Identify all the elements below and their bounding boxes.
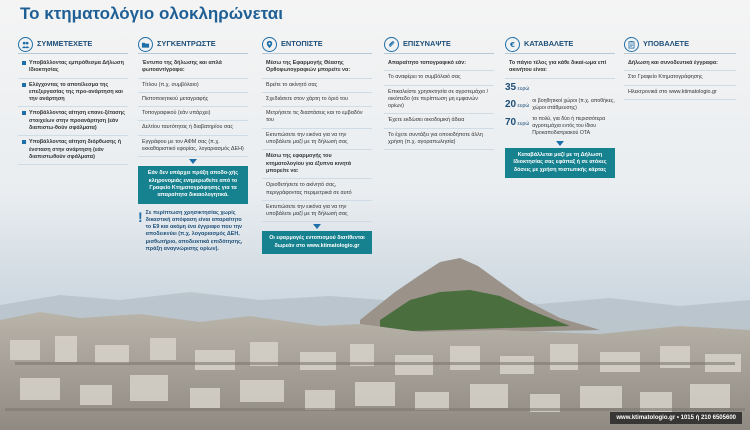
- column-header: € ΚΑΤΑΒΑΛΕΤΕ: [505, 36, 615, 52]
- list-item: Πιστοποιητικού μεταγραφής: [138, 93, 248, 107]
- list-item: Σχεδιάσετε στον χάρτη το όριό του: [262, 93, 372, 107]
- list-item: Δελτίου ταυτότητας ή διαβατηρίου σας: [138, 121, 248, 135]
- paperclip-icon: [384, 37, 399, 52]
- list-item: Το αναφέρει το συμβόλαιό σας: [384, 71, 494, 85]
- list-item: Εκτυπώσετε την εικόνα για να την υποβάλετε μαζί με τη δήλωσή σας: [262, 201, 372, 223]
- column-episynapste: [384, 36, 494, 150]
- column-ypovalete: [624, 36, 736, 100]
- column-katavalete: [505, 36, 615, 178]
- column-header: ΣΥΓΚΕΝΤΡΩΣΤΕ: [138, 36, 248, 52]
- price-item: 20 ευρώ οι βοηθητικοί χώροι (π.χ. αποθήκες, χώροι στάθμευσης): [505, 98, 615, 112]
- list-item: Βρείτε το ακίνητό σας: [262, 79, 372, 93]
- note-box: Καταβάλλεται μαζί με τη Δήλωση Ιδιοκτησίας σας εφάπαξ ή σε ατόκες δόσεις με χρήση πιστωτικής κάρτας: [505, 148, 615, 178]
- list-item: Τοπογραφικού (εάν υπάρχει): [138, 107, 248, 121]
- note-box: Οι εφαρμογές εντοπισμού διατίθενται δωρεάν στο www.ktimatologio.gr: [262, 231, 372, 254]
- warning-block: [138, 210, 248, 254]
- list-item: Υποβάλλοντας εμπρόθεσμα Δήλωση Ιδιοκτησίας: [18, 57, 128, 79]
- folder-icon: [138, 37, 153, 52]
- column-header: ΕΠΙΣΥΝΑΨΤΕ: [384, 36, 494, 52]
- list-item: Εγγράφου με τον ΑΦΜ σας (π.χ. εκκαθαριστικό εφορίας, λογαριασμός ΔΕΗ): [138, 136, 248, 158]
- down-arrow-icon: [313, 224, 321, 229]
- note-box: Εάν δεν υπάρχει πράξη αποδο-χής κληρονομιάς ενημερωθείτε από το Γραφείο Κτηματογράφησης για τα απαραίτητα δικαιολογητικά.: [138, 166, 248, 203]
- list-item: Υποβάλλοντας αίτηση διόρθωσης ή ένσταση στην ανάρτηση (εάν διαπιστωθούν σφάλματα): [18, 136, 128, 165]
- price-item: 70 ευρώ το πολύ, για δύο ή περισσότερα αγροτεμάχια εντός του ίδιου Προκαποδιστριακού ΟΤΑ: [505, 116, 606, 137]
- page-title: Το κτηματολόγιο ολοκληρώνεται: [20, 4, 283, 23]
- column-entopiste: [262, 36, 372, 254]
- column-header: ΥΠΟΒΑΛΕΤΕ: [624, 36, 736, 52]
- list-item: Ηλεκτρονικά στο www.ktimatologio.gr: [624, 86, 736, 100]
- down-arrow-icon: [189, 159, 197, 164]
- intro-text: Μέσω της Εφαρμογής Θέασης Ορθοφωτογραφιών μπορείτε να:: [262, 57, 372, 79]
- clipboard-icon: [624, 37, 639, 52]
- list-item: Τίτλου (π.χ. συμβόλαιο): [138, 79, 248, 93]
- warning-text: Σε περίπτωση χρησικτησίας χωρίς δικαστική απόφαση είναι απαραίτητο το Ε9 και ακόμη ένα έγγραφο που την αποδεικνύει (π.χ. λογαριασμός ΔΕΗ, μισθωτήριο, αποδεικτικά επιδότησης, πράξη αναγνώρισης ορίων).: [145, 209, 243, 253]
- list-item: Στο Γραφείο Κτηματογράφησης: [624, 71, 736, 85]
- intro-text: Έντυπο της δήλωσης και απλά φωτοαντίγραφα:: [138, 57, 248, 79]
- list-item: Μετρήσετε τις διαστάσεις και το εμβαδόν του: [262, 107, 372, 129]
- list-item: Έχετε εκδώσει οικοδομική άδεια: [384, 114, 494, 128]
- column-header: ΕΝΤΟΠΙΣΤΕ: [262, 36, 372, 52]
- intro-text: Απαραίτητο τοπογραφικό εάν:: [384, 57, 494, 71]
- down-arrow-icon: [556, 141, 564, 146]
- list-item: Οριοθετήσετε το ακίνητό σας, περιγράφοντας περιμετρικά σε αυτό: [262, 179, 372, 201]
- column-symmetexete: [18, 36, 128, 165]
- exclamation-icon: !: [138, 208, 143, 225]
- column-header: ΣΥΜΜΕΤΕΧΕΤΕ: [18, 36, 128, 52]
- price-item: 35 ευρώ: [505, 81, 530, 93]
- euro-icon: [505, 37, 520, 52]
- intro-text: Το πάγιο τέλος για κάθε δικαί-ωμα επί ακινήτου είναι:: [505, 57, 615, 79]
- intro-text-2: Μέσω της εφαρμογής του κτηματολογίου για έξυπνα κινητά μπορείτε να:: [262, 150, 372, 179]
- people-icon: [18, 37, 33, 52]
- list-item: Το έχετε συντάξει για οποιοδήποτε άλλη χρήση (π.χ. αγοραπωλησία): [384, 129, 494, 151]
- list-item: Ελέγχοντας το αποτέλεσμα της επεξεργασίας της προ-ανάρτηση και την ανάρτηση: [18, 79, 128, 108]
- list-item: Εκτυπώσετε την εικόνα για να την υποβάλετε μαζί με τη δήλωσή σας: [262, 129, 372, 151]
- list-item: Επικαλείστε χρησικτησία σε αγροτεμάχιο / οικόπεδο (σε περίπτωση μη εμφανών ορίων): [384, 86, 494, 115]
- svg-text:€: €: [509, 39, 516, 49]
- footer-contact: www.ktimatologio.gr • 1015 ή 210 6505600: [610, 412, 742, 424]
- location-pin-icon: [262, 37, 277, 52]
- list-item: Υποβάλλοντας αίτηση επανε-ξέτασης στοιχείων στην προανάρτηση (εάν διαπιστω-θούν σφάλματα): [18, 107, 128, 136]
- intro-text: Δήλωση και συνοδευτικά έγγραφα:: [624, 57, 736, 71]
- column-sygkentroste: [138, 36, 248, 253]
